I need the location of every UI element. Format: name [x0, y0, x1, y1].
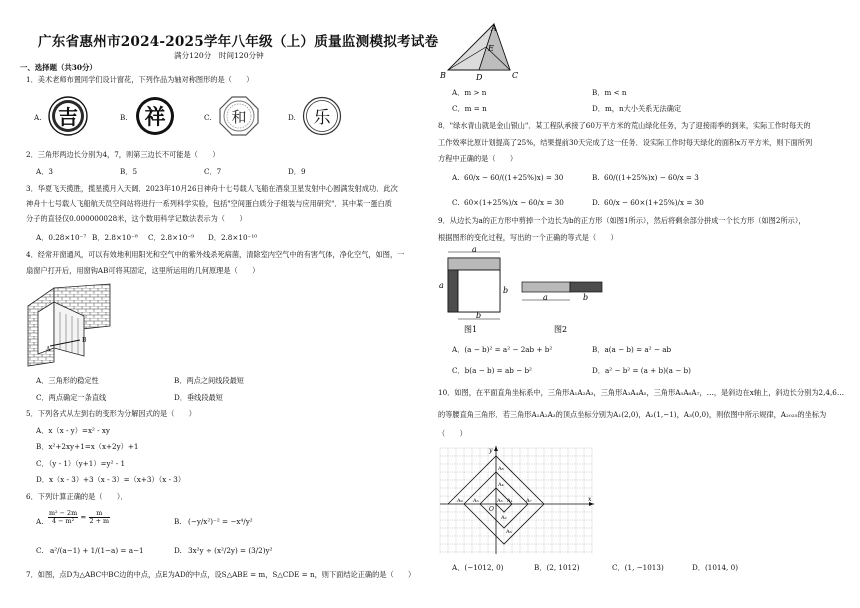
- q1-char-a: 吉: [58, 105, 78, 129]
- q7-option-d[interactable]: D．m，n大小关系无法确定: [592, 104, 682, 113]
- q5-option-c[interactable]: C．（y - 1）（y+1）=y² - 1: [36, 459, 126, 468]
- q7-option-b[interactable]: B．m < n: [592, 88, 627, 97]
- right-column: [436, 0, 846, 608]
- q9-fig2-caption: 图2: [554, 325, 568, 334]
- q9-fig1-label-b-right: b: [503, 286, 509, 295]
- q10-label-a3: A₃: [497, 498, 503, 504]
- q7-label-d: D: [476, 73, 483, 82]
- q3-option-d[interactable]: D．2.8×10⁻¹⁰: [208, 233, 258, 242]
- q8-line1: 8．"绿水青山就是金山银山"．某工程队承接了60万平方米的荒山绿化任务，为了迎接雨季的到来，实际工作时每天的: [438, 121, 811, 130]
- q2-option-b[interactable]: B．5: [120, 167, 138, 176]
- q10-label-a1: A₁: [507, 498, 513, 504]
- q1-stem: 1．美术老师布置同学们设计窗花，下列作品为轴对称图形的是（ ）: [26, 75, 254, 84]
- q8-option-a[interactable]: 60/x − 60/((1+25%)x) = 30: [464, 173, 564, 182]
- q9-fig1-label-a-left: a: [439, 281, 444, 290]
- q10-label-a8: A₈: [498, 466, 504, 472]
- q8-label-a: A.: [452, 173, 460, 182]
- q8-label-d: D.: [592, 198, 600, 207]
- q8-option-c[interactable]: 60×(1+25%)/x − 60/x = 30: [464, 198, 564, 207]
- q1-label-d: D.: [288, 113, 296, 122]
- q2-option-d[interactable]: D．9: [288, 167, 306, 176]
- q1-option-d-image[interactable]: [302, 96, 342, 136]
- q1-label-b: B.: [120, 113, 128, 122]
- q10-label-a5: A₅: [473, 498, 479, 504]
- q10-label-a9: A₉: [457, 498, 463, 504]
- q8-option-d[interactable]: 60/x − 60×(1+25%)/x = 30: [604, 198, 704, 207]
- q8-label-c: C.: [452, 198, 460, 207]
- q6-stem: 6．下列计算正确的是（ ）．: [26, 492, 128, 501]
- left-column: [18, 0, 439, 608]
- q10-label-a7: A₇: [526, 498, 532, 504]
- q9-option-a[interactable]: A．(a − b)² = a² − 2ab + b²: [452, 345, 553, 354]
- q4-label-a: A: [46, 346, 51, 353]
- q6-a-num2: m: [89, 510, 111, 518]
- q6-option-d[interactable]: 3x²y ÷ (x²/2y) = (3/2)y²: [188, 546, 273, 555]
- q5-stem: 5．下列各式从左到右的变形为分解因式的是（ ）: [26, 409, 196, 418]
- q9-line1: 9．从边长为a的正方形中剪掉一个边长为b的正方形（如图1所示），然后将剩余部分拼成一个长方形（如图2所示），: [438, 216, 806, 225]
- q10-label-a6: A₆: [506, 529, 512, 535]
- q3-line1: 3．华夏飞天揽胜，揽星揽月入天阔．2023年10月26日神舟十七号载人飞船在酒泉卫星发射中心圆满发射成功．此次: [26, 184, 398, 193]
- q4-option-b[interactable]: B．两点之间线段最短: [174, 376, 244, 385]
- q3-option-b[interactable]: B．2.8×10⁻⁸: [92, 233, 138, 242]
- q6-label-a: A.: [36, 517, 44, 526]
- q10-option-c[interactable]: C．(1, −1013): [612, 563, 664, 572]
- q1-char-d: 乐: [313, 108, 331, 128]
- q2-stem: 2．三角形两边长分别为4，7，则第三边长不可能是（ ）: [26, 150, 220, 159]
- q10-label-a2: A₂: [501, 515, 507, 521]
- q7-label-a: A: [491, 24, 497, 33]
- q7-label-e: E: [488, 44, 494, 53]
- q3-line2: 神舟十七号载人飞船航天员空间站将进行一系列科学实验，包括"空间蛋白质分子组装与应用研究"．其中某一蛋白质: [26, 199, 392, 208]
- q6-option-c[interactable]: a²/(a−1) + 1/(1−a) = a−1: [50, 546, 144, 555]
- q2-option-c[interactable]: C．7: [204, 167, 222, 176]
- q6-option-a[interactable]: [48, 510, 110, 525]
- q6-a-num: m² − 2m: [49, 509, 78, 517]
- q4-line2: 扇窗户打开后，用窗钩AB可将其固定，这里所运用的几何原理是（ ）: [26, 266, 260, 275]
- q5-option-d[interactable]: D．x（x - 3）+3（x - 3）=（x+3）（x - 3）: [36, 475, 186, 484]
- q9-line2: 根据图形的变化过程，写出的一个正确的等式是（ ）: [438, 233, 618, 242]
- q1-label-c: C.: [204, 113, 212, 122]
- q3-option-a[interactable]: A．0.28×10⁻⁷: [36, 233, 87, 242]
- q9-fig1-label-a-top: a: [472, 246, 477, 254]
- q10-coordinate-figure: [438, 444, 598, 556]
- q7-triangle-figure: [438, 20, 524, 82]
- q10-origin: O: [489, 506, 494, 513]
- q7-option-a[interactable]: A．m > n: [452, 88, 487, 97]
- q4-label-b: B: [82, 337, 87, 344]
- q8-option-b[interactable]: 60/((1+25%)x) − 60/x = 3: [604, 173, 699, 182]
- q4-option-c[interactable]: C．两点确定一条直线: [36, 393, 107, 402]
- exam-title: 广东省惠州市2024-2025学年八年级（上）质量监测模拟考试卷: [38, 34, 439, 50]
- q6-a-den: 4 − m²: [52, 517, 75, 525]
- q10-label-a4: A₄: [498, 482, 504, 488]
- q6-label-c: C.: [36, 546, 44, 555]
- q5-option-b[interactable]: B．x²+2xy+1=x（x+2y）+1: [36, 442, 139, 451]
- q3-option-c[interactable]: C．2.8×10⁻⁹: [148, 233, 194, 242]
- q4-line1: 4．经常开窗通风，可以有效地利用阳光和空气中的紫外线杀死病菌，清除室内空气中的有害气体，净化空气，如图，一: [26, 250, 405, 259]
- q1-char-b: 祥: [144, 104, 166, 129]
- q1-option-a-image[interactable]: [48, 96, 88, 136]
- q9-fig2-label-b: b: [583, 293, 589, 302]
- q10-line3: （ ）: [438, 429, 467, 438]
- q7-option-c[interactable]: C．m = n: [452, 104, 487, 113]
- q7-label-b: B: [440, 71, 446, 80]
- q1-option-c-image[interactable]: [218, 95, 260, 137]
- q6-label-b: B.: [174, 517, 182, 526]
- q5-option-a[interactable]: A．x（x - y）=x² - xy: [36, 426, 110, 435]
- q6-option-b[interactable]: (−y/x²)⁻² = −x⁴/y²: [188, 517, 253, 526]
- q10-option-a[interactable]: A．(−1012, 0): [452, 563, 504, 572]
- exam-subtitle: 满分120分 时间120分钟: [174, 51, 264, 60]
- q10-axis-y: y: [489, 447, 493, 454]
- q10-option-b[interactable]: B．(2, 1012): [534, 563, 580, 572]
- q2-option-a[interactable]: A．3: [36, 167, 53, 176]
- q8-label-b: B.: [592, 173, 600, 182]
- q10-option-d[interactable]: D．(1014, 0): [692, 563, 738, 572]
- q1-label-a: A.: [34, 113, 42, 122]
- q9-option-b[interactable]: B．a(a − b) = a² − ab: [592, 345, 672, 354]
- q4-window-figure: [24, 282, 114, 368]
- q4-option-d[interactable]: D．垂线段最短: [174, 393, 223, 402]
- q8-line2: 工作效率比原计划提高了25%，结果提前30天完成了这一任务．设实际工作时每天绿化的面积x万平方米，则下面所列: [438, 138, 813, 147]
- q10-line2: 的等腰直角三角形．若三角形A₁A₂A₃的顶点坐标分别为A₁(2,0)，A₂(1,−1)，A₃(0,0)，则依图中所示规律，A₂₀₂₅的坐标为: [438, 410, 827, 419]
- q9-option-d[interactable]: D．a² − b² = (a + b)(a − b): [592, 366, 691, 375]
- q1-option-b-image[interactable]: [134, 96, 176, 136]
- q9-fig1-caption: 图1: [464, 325, 478, 334]
- q9-fig2-label-a: a: [543, 293, 548, 302]
- q6-a-eq: =: [80, 513, 89, 522]
- q8-line3: 方程中正确的是（ ）: [438, 154, 518, 163]
- q7-label-c: C: [512, 71, 519, 80]
- q10-axis-x: x: [588, 496, 592, 503]
- q9-figures: [436, 246, 606, 338]
- q1-char-c: 和: [231, 108, 247, 126]
- q6-label-d: D.: [174, 546, 182, 555]
- q3-line3: 分子的直径仅0.000000028米，这个数用科学记数法表示为（ ）: [26, 214, 247, 223]
- q4-option-a[interactable]: A．三角形的稳定性: [36, 376, 99, 385]
- section-heading: 一、选择题（共30分）: [20, 63, 97, 72]
- q10-line1: 10．如图，在平面直角坐标系中，三角形A₁A₂A₃，三角形A₃A₄A₅，三角形A₅A₆A₇，…，是斜边在x轴上，斜边长分别为2,4,6…: [438, 388, 845, 397]
- q6-a-den2: 2 + m: [89, 517, 110, 525]
- q9-option-c[interactable]: C．b(a − b) = ab − b²: [452, 366, 532, 375]
- q9-fig1-label-b-bottom: b: [476, 311, 482, 320]
- q7-stem: 7．如图，点D为△ABC中BC边的中点，点E为AD的中点，设S△ABE = m，S△CDE = n，则下面结论正确的是（ ）: [26, 570, 416, 579]
